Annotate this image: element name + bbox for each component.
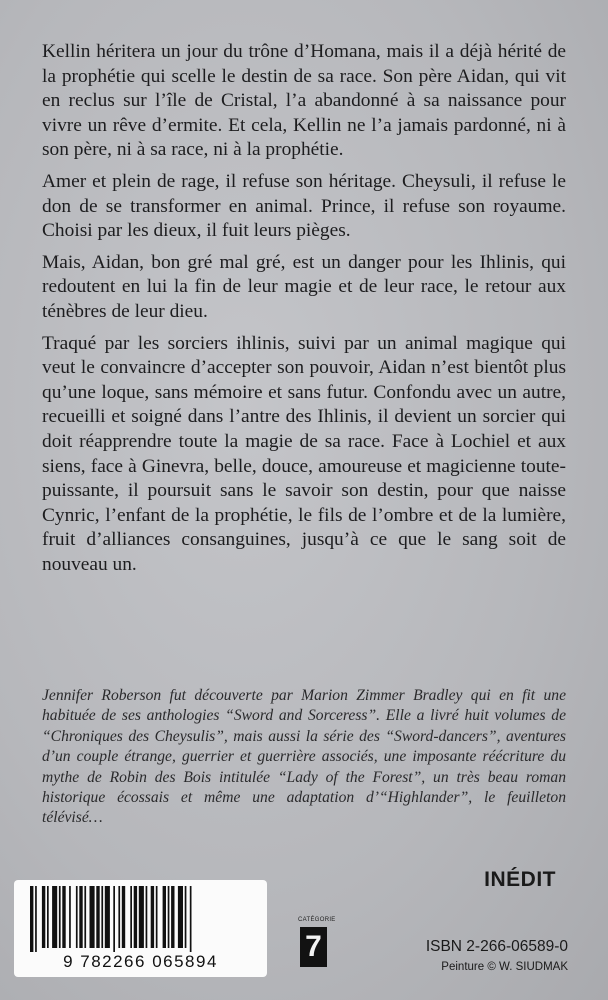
barcode-bar	[185, 886, 187, 948]
blurb-paragraph-1: Kellin héritera un jour du trône d’Homana, mais il a déjà hérité de la prophétie qui scelle le destin de sa race. Son père Aidan, qui vit en reclus sur l’île de Cristal, l’a abandonné à sa naissance pour vivre un rêve d’ermite. Et cela, Kellin ne l’a jamais pardonné, ni à son père, ni à sa race, ni à la prophétie.	[42, 41, 566, 161]
barcode-bar	[30, 886, 33, 952]
blurb-paragraph-4: Traqué par les sorciers ihlinis, suivi par un animal magique qui veut le convaincre d’accepter son pouvoir, Aidan n’est bientôt plus qu’une loque, sans mémoire et sans futur. Confondu avec un autre, recueilli et soigné dans l’antre des Ihlinis, il devient un sorcier qui doit réapprendre toute la magie de sa race. Face à Lochiel et aux siens, face à Ginevra, belle, douce, amoureuse et magicienne toute-puissante, il poursuit sans le savoir son destin, pour que naisse Cynric, l’enfant de la prophétie, le fils de l’ombre et de la lumière, fruit d’alliances consanguines, jusqu’à ce que le sang soit de nouveau un.	[42, 332, 566, 575]
inedit-badge: INÉDIT	[484, 868, 556, 891]
blurb-paragraph-3: Mais, Aidan, bon gré mal gré, est un danger pour les Ihlinis, qui redoutent en lui la fin de leur magie et de leur race, le retour aux ténèbres de leur dieu.	[42, 251, 566, 322]
barcode-bar	[96, 886, 99, 948]
barcode-bars	[24, 886, 257, 952]
barcode-bar	[146, 886, 148, 948]
barcode-bar	[163, 886, 166, 948]
barcode-bar	[79, 886, 82, 948]
barcode-bar	[134, 886, 137, 948]
barcode-bar	[69, 886, 71, 948]
barcode-bar	[62, 886, 65, 948]
barcode-bar	[35, 886, 37, 952]
barcode-bar	[151, 886, 154, 948]
barcode-bar	[190, 886, 192, 952]
barcode-digits: 9 782266 065894	[63, 952, 218, 971]
barcode-bar	[101, 886, 103, 948]
barcode-bar	[42, 886, 45, 948]
barcode-bar	[113, 886, 115, 952]
isbn-text: ISBN 2-266-06589-0	[425, 938, 568, 955]
author-bio	[42, 686, 566, 829]
barcode-bar	[90, 886, 95, 948]
barcode-bar	[59, 886, 61, 948]
barcode-bar	[105, 886, 110, 948]
barcode-bar	[118, 886, 120, 948]
barcode-bar	[52, 886, 57, 948]
back-cover-blurb	[42, 40, 566, 584]
barcode-bar	[47, 886, 49, 948]
barcode-bar	[76, 886, 78, 948]
barcode-bar	[156, 886, 158, 948]
barcode-bar	[84, 886, 86, 948]
barcode-bar	[139, 886, 144, 948]
author-bio-text: Jennifer Roberson fut découverte par Marion Zimmer Bradley qui en fit une habituée de ses anthologies “Sword and Sorceress”. Elle a livré huit volumes de “Chroniques des Cheysulis”, mais aussi la série des “Sword-dancers”, aventures d’un couple étrange, guerrier et guerrière associés, une imposante réécriture du mythe de Robin des Bois intitulée “Lady of the Forest”, un très beau roman historique écossais et même une adaptation d’“Highlander”, le feuilleton télévisé…	[42, 687, 566, 827]
barcode-bar	[171, 886, 174, 948]
barcode-bar	[178, 886, 183, 948]
category-logo	[298, 917, 336, 969]
category-label: CATÉGORIE	[298, 917, 336, 923]
barcode-bar	[130, 886, 132, 948]
cover-credit: Peinture © W. SIUDMAK	[441, 961, 568, 973]
barcode-bar	[122, 886, 125, 948]
blurb-paragraph-2: Amer et plein de rage, il refuse son héritage. Cheysuli, il refuse le don de se transformer en animal. Prince, il refuse son royaume. Choisi par les dieux, il fuit leurs pièges.	[42, 170, 566, 242]
barcode-bar	[168, 886, 170, 948]
category-number: 7	[300, 927, 327, 967]
barcode	[14, 880, 267, 977]
